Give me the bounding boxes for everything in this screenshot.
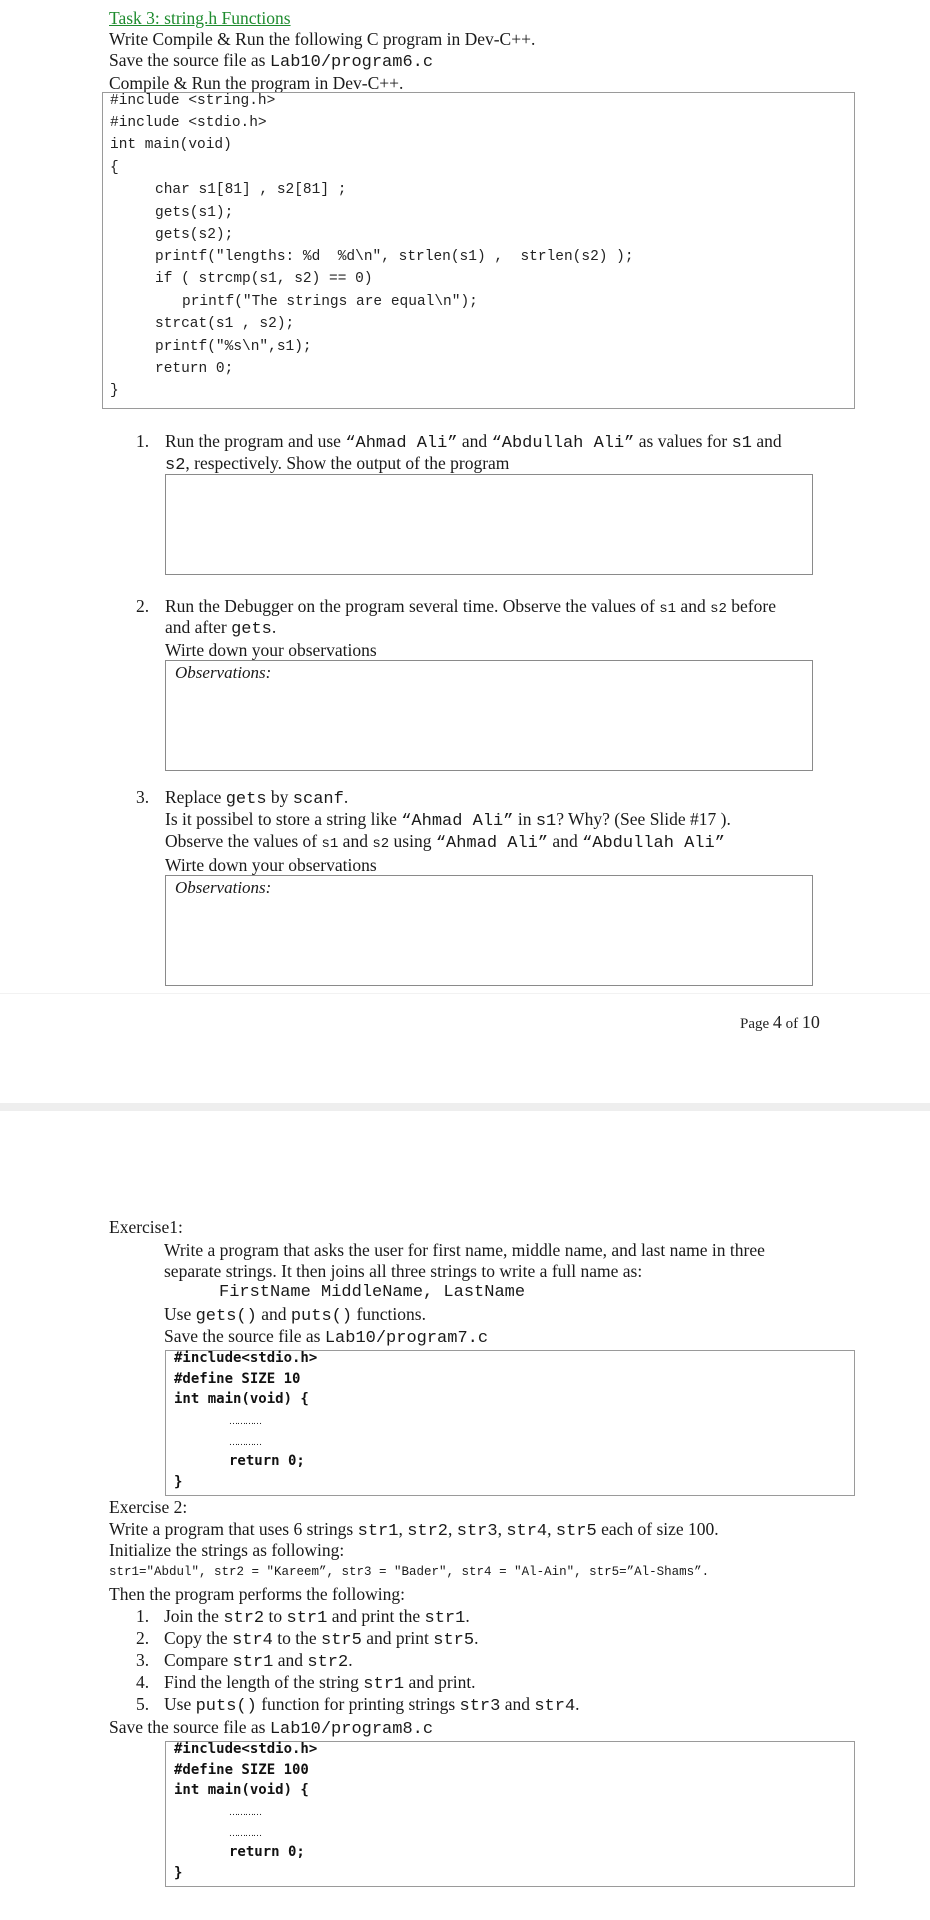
question-2-line-3: Wirte down your observations (165, 640, 377, 660)
code-placeholder-dots: ………… (229, 1437, 261, 1447)
task-line-1: Write Compile & Run the following C program in Dev-C++. (109, 29, 536, 49)
exercise-1-title: Exercise1: (109, 1217, 183, 1237)
question-3-line-1: Replace gets by scanf. (165, 787, 349, 809)
code-line: if ( strcmp(s1, s2) == 0) (155, 271, 373, 287)
code-placeholder-dots: ………… (229, 1416, 261, 1426)
string-initialization: str1="Abdul", str2 = "Kareem”, str3 = "Bader", str4 = "Al-Ain", str5=”Al-Shams”. (109, 1565, 710, 1579)
code-line: gets(s1); (155, 205, 234, 221)
code-line: int main(void) { (174, 1782, 309, 1798)
observations-box-3[interactable] (165, 875, 813, 986)
code-line: return 0; (229, 1453, 305, 1469)
code-line: int main(void) (110, 137, 232, 153)
code-line: return 0; (155, 361, 234, 377)
task-item: Copy the str4 to the str5 and print str5. (164, 1628, 479, 1650)
exercise-2-line-1: Write a program that uses 6 strings str1, str2, str3, str4, str5 each of size 100. (109, 1519, 719, 1541)
question-number: 3. (136, 787, 150, 807)
question-3-line-3: Observe the values of s1 and s2 using “Ahmad Ali” and “Abdullah Ali” (165, 831, 725, 853)
observations-label: Observations: (175, 663, 272, 682)
question-number: 1. (136, 431, 150, 451)
exercise-2-save-line: Save the source file as Lab10/program8.c (109, 1717, 434, 1739)
page-footer: Page 4 of 10 (740, 1012, 820, 1032)
task-item: Use puts() function for printing strings str3 and str4. (164, 1694, 580, 1716)
exercise-1-use-line: Use gets() and puts() functions. (164, 1304, 426, 1326)
code-line: printf("The strings are equal\n"); (182, 294, 478, 310)
exercise-1-save-line: Save the source file as Lab10/program7.c (164, 1326, 489, 1348)
code-line: } (174, 1865, 183, 1881)
task-title[interactable]: Task 3: string.h Functions (109, 8, 291, 28)
code-line: } (174, 1474, 183, 1490)
exercise-2-line-2: Initialize the strings as following: (109, 1540, 345, 1560)
task-item: Find the length of the string str1 and print. (164, 1672, 476, 1694)
list-number: 5. (136, 1694, 150, 1714)
code-line: #include <stdio.h> (110, 115, 267, 131)
task-line-3: Compile & Run the program in Dev-C++. (109, 73, 404, 93)
code-line: strcat(s1 , s2); (155, 316, 295, 332)
code-line: { (110, 160, 119, 176)
code-box-program8 (165, 1741, 855, 1887)
task-item: Compare str1 and str2. (164, 1650, 353, 1672)
exercise-1-line-2: separate strings. It then joins all three strings to write a full name as: (164, 1261, 643, 1281)
exercise-2-line-3: Then the program performs the following: (109, 1584, 405, 1604)
question-3-line-2: Is it possibel to store a string like “Ahmad Ali” in s1? Why? (See Slide #17 ). (165, 809, 731, 831)
task-item: Join the str2 to str1 and print the str1. (164, 1606, 470, 1628)
code-line: } (110, 383, 119, 399)
code-line: #define SIZE 100 (174, 1762, 309, 1778)
code-line: printf("%s\n",s1); (155, 339, 312, 355)
code-line: char s1[81] , s2[81] ; (155, 182, 347, 198)
code-line: #include<stdio.h> (174, 1741, 318, 1757)
observations-box-2[interactable] (165, 660, 813, 771)
code-line: #define SIZE 10 (174, 1371, 301, 1387)
exercise-2-title: Exercise 2: (109, 1497, 188, 1517)
page-separator (0, 1103, 930, 1111)
list-number: 1. (136, 1606, 150, 1626)
observations-label: Observations: (175, 878, 272, 897)
code-line: gets(s2); (155, 227, 234, 243)
question-3-line-4: Wirte down your observations (165, 855, 377, 875)
page-divider (0, 993, 930, 994)
list-number: 2. (136, 1628, 150, 1648)
answer-box-1[interactable] (165, 474, 813, 575)
code-line: return 0; (229, 1844, 305, 1860)
question-1-line-2: s2, respectively. Show the output of the program (165, 453, 510, 475)
code-line: #include <string.h> (110, 93, 276, 109)
code-box-program7 (165, 1350, 855, 1496)
code-placeholder-dots: ………… (229, 1828, 261, 1838)
code-line: #include<stdio.h> (174, 1350, 318, 1366)
code-line: printf("lengths: %d %d\n", strlen(s1) , strlen(s2) ); (155, 249, 634, 265)
list-number: 3. (136, 1650, 150, 1670)
question-2-line-2: and after gets. (165, 617, 277, 639)
question-2-line-1: Run the Debugger on the program several time. Observe the values of s1 and s2 before (165, 596, 776, 617)
question-number: 2. (136, 596, 150, 616)
code-placeholder-dots: ………… (229, 1807, 261, 1817)
code-box-program6 (102, 92, 855, 409)
name-format: FirstName MiddleName, LastName (219, 1283, 526, 1302)
task-line-2: Save the source file as Lab10/program6.c (109, 50, 434, 72)
list-number: 4. (136, 1672, 150, 1692)
exercise-1-line-1: Write a program that asks the user for first name, middle name, and last name in three (164, 1240, 765, 1260)
code-line: int main(void) { (174, 1391, 309, 1407)
question-1-line-1: Run the program and use “Ahmad Ali” and “Abdullah Ali” as values for s1 and (165, 431, 782, 453)
